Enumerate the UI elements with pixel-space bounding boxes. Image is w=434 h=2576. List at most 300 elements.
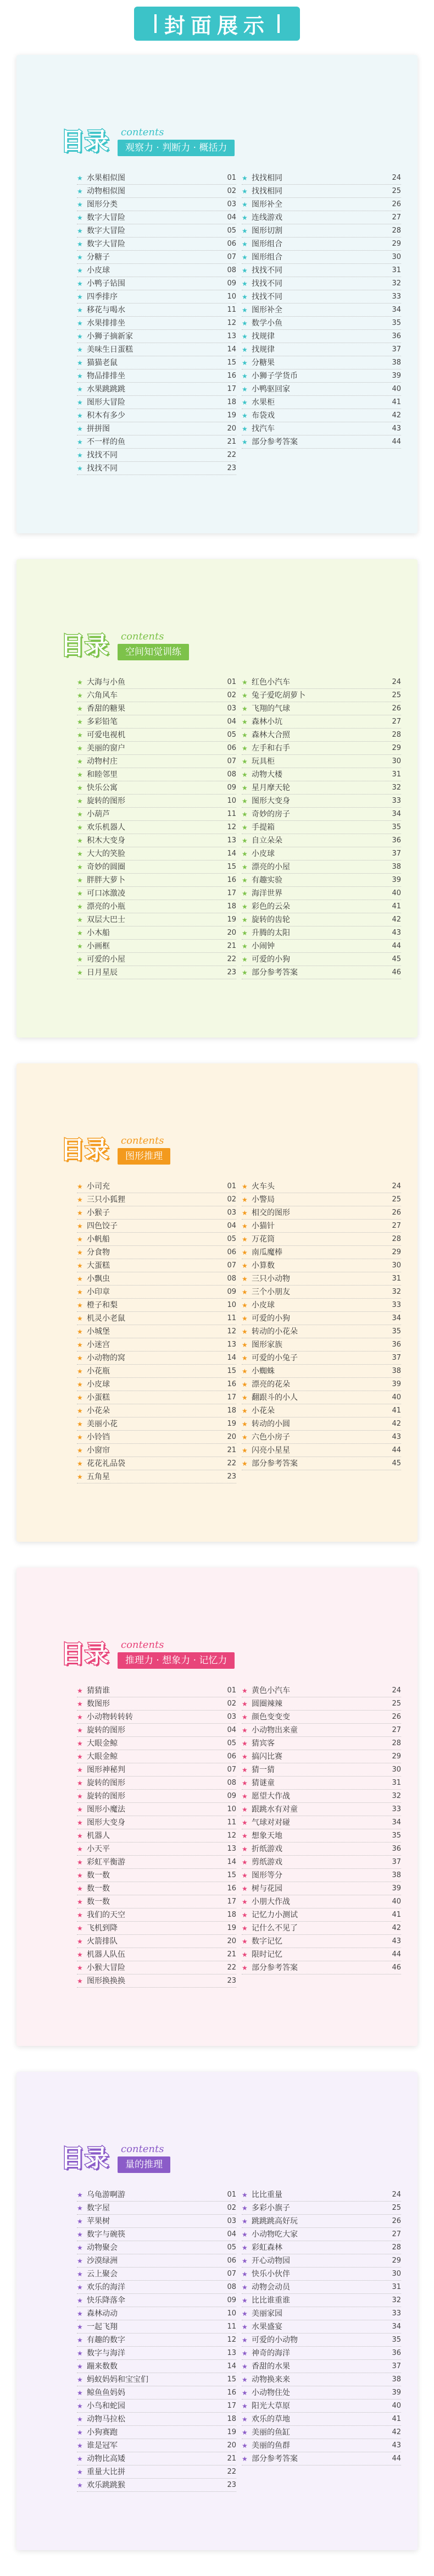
toc-entry [242,729,401,742]
toc-entry [242,834,401,847]
toc-entry [242,343,401,356]
star-icon: ★ [77,345,83,354]
toc-entry [77,1246,236,1259]
toc-entry-page: 43 [392,424,401,433]
toc-entry-page: 19 [227,2428,236,2436]
toc-entry-title: 三只小动物 [252,1274,290,1283]
toc-entry [77,1790,236,1803]
star-icon: ★ [242,1726,248,1734]
toc-entry-title: 物品排排坐 [87,371,125,380]
toc-entry-page: 33 [392,1805,401,1813]
toc-entry [77,1470,236,1483]
toc-column-right [242,1180,401,1470]
star-icon: ★ [242,2204,248,2212]
toc-entry-page: 26 [392,704,401,713]
toc-entry [77,2452,236,2465]
toc-entry-title: 漂亮的小屋 [252,862,290,871]
toc-entry [242,1391,401,1404]
toc-entry [77,1220,236,1233]
toc-entry [77,2268,236,2281]
toc-entry-title: 气球对对碰 [252,1818,290,1827]
toc-heading-title: 目录 [60,632,109,660]
toc-entry-page: 06 [227,2256,236,2265]
toc-entry-title: 小帆船 [87,1234,110,1244]
toc-entry [242,808,401,821]
toc-column-left [77,1684,236,1988]
star-icon: ★ [77,1937,83,1945]
toc-entry-page: 07 [227,757,236,765]
star-icon: ★ [242,1686,248,1695]
toc-entry [242,1843,401,1856]
star-icon: ★ [77,438,83,446]
star-icon: ★ [77,1314,83,1322]
toc-entry-page: 29 [392,1752,401,1761]
toc-entry [242,966,401,979]
star-icon: ★ [242,1792,248,1800]
toc-entry-page: 01 [227,1686,236,1695]
toc-subtitle: 推理力 · 想象力 · 记忆力 [118,1652,235,1669]
toc-entry-title: 兔子爱吃胡萝卜 [252,691,305,700]
toc-entry-title: 机器人队伍 [87,1950,125,1959]
toc-entry-title: 转动的小圆 [252,1419,290,1428]
toc-entry [77,821,236,834]
toc-entry-title: 苹果树 [87,2216,110,2226]
toc-entry-page: 06 [227,1248,236,1256]
toc-entry-title: 美丽家园 [252,2309,282,2318]
toc-entry [77,1684,236,1697]
toc-entry-title: 小铃铛 [87,1432,110,1442]
toc-subtitle: 图形推理 [118,1148,170,1165]
toc-entry-page: 28 [392,2243,401,2252]
toc-entry-title: 沙漠绿洲 [87,2256,118,2265]
star-icon: ★ [77,836,83,845]
toc-entry-title: 数字大冒险 [87,213,125,222]
toc-entry-title: 分糖子 [87,252,110,262]
star-icon: ★ [77,2389,83,2397]
star-icon: ★ [242,424,248,433]
toc-entry-page: 15 [227,1366,236,1375]
star-icon: ★ [77,1301,83,1309]
toc-entry-title: 香甜的糖果 [87,704,125,713]
toc-entry-page: 29 [392,239,401,248]
star-icon: ★ [77,1235,83,1243]
star-icon: ★ [242,1884,248,1893]
star-icon: ★ [77,889,83,897]
toc-entry [77,330,236,343]
toc-subtitle: 量的推理 [118,2156,170,2173]
toc-entry-title: 三只小狐狸 [87,1195,125,1204]
toc-entry [77,1417,236,1431]
toc-entry-title: 可爱的小兔子 [252,1353,298,1363]
toc-entry [77,1259,236,1272]
toc-entry-page: 06 [227,743,236,752]
toc-entry [242,1259,401,1272]
toc-entry-page: 25 [392,1195,401,1204]
star-icon: ★ [242,2454,248,2463]
toc-entry [242,2294,401,2307]
star-icon: ★ [242,1937,248,1945]
toc-entry-page: 18 [227,902,236,911]
star-icon: ★ [77,1779,83,1787]
toc-entry [77,422,236,435]
star-icon: ★ [77,187,83,195]
toc-entry [77,2228,236,2241]
toc-entry-title: 欢乐的海洋 [87,2282,125,2292]
star-icon: ★ [77,1341,83,1349]
toc-entry [77,251,236,264]
toc-entry-page: 35 [392,823,401,831]
toc-entry-title: 水果相似图 [87,173,125,183]
toc-entry-page: 30 [392,1261,401,1270]
toc-entry-page: 40 [392,2401,401,2410]
toc-entry-title: 彩虹平衡游 [87,1857,125,1867]
star-icon: ★ [242,2191,248,2199]
toc-entry-page: 44 [392,941,401,950]
star-icon: ★ [242,1182,248,1190]
toc-entry-page: 31 [392,1274,401,1283]
toc-entry-page: 25 [392,1699,401,1708]
toc-entry [242,1338,401,1352]
toc-entry-title: 分糖果 [252,358,275,367]
star-icon: ★ [242,279,248,288]
toc-entry-title: 找汽车 [252,424,275,433]
toc-entry-title: 美丽的窗户 [87,743,125,753]
toc-entry-title: 火车头 [252,1182,275,1191]
toc-entry-page: 28 [392,730,401,739]
toc-entry-page: 25 [392,186,401,195]
star-icon: ★ [77,1963,83,1972]
toc-entry [77,1856,236,1869]
toc-entry [242,290,401,304]
toc-entry-title: 动物村庄 [87,757,118,766]
toc-entry [242,755,401,768]
toc-entry-title: 旋转的齿轮 [252,915,290,924]
toc-entry-page: 07 [227,1261,236,1270]
toc-entry-page: 04 [227,213,236,222]
star-icon: ★ [77,2481,83,2489]
toc-entry [77,1444,236,1457]
star-icon: ★ [77,784,83,792]
toc-entry [242,1948,401,1961]
toc-entry-title: 图形分类 [87,200,118,209]
toc-entry [77,1711,236,1724]
toc-entry-title: 小司充 [87,1182,110,1191]
toc-entry-title: 飞机到降 [87,1923,118,1933]
toc-entry [242,1220,401,1233]
toc-entry [77,396,236,409]
star-icon: ★ [242,1950,248,1959]
toc-entry [77,900,236,913]
star-icon: ★ [242,1248,248,1256]
toc-entry-title: 小画框 [87,941,110,951]
toc-entry-page: 20 [227,928,236,937]
toc-entry-title: 图形大变身 [252,796,290,806]
toc-entry-page: 32 [392,783,401,792]
toc-entry [77,2479,236,2492]
toc-entry [242,1895,401,1908]
toc-entry [242,1790,401,1803]
toc-entry [242,742,401,755]
toc-entry [242,1457,401,1470]
toc-entry-page: 05 [227,1739,236,1747]
toc-entry-title: 数字大冒险 [87,239,125,249]
toc-entry-title: 手提箱 [252,823,275,832]
toc-entry-title: 找找不同 [252,279,282,288]
star-icon: ★ [242,2428,248,2436]
star-icon: ★ [77,2257,83,2265]
star-icon: ★ [77,1380,83,1388]
star-icon: ★ [77,1911,83,1919]
toc-entry-page: 21 [227,1446,236,1454]
toc-entry-title: 图形大变身 [87,1818,125,1827]
star-icon: ★ [77,1818,83,1827]
toc-entry-page: 13 [227,2348,236,2357]
toc-entry-title: 部分参考答案 [252,968,298,977]
toc-entry [242,1816,401,1829]
toc-entry-page: 10 [227,1300,236,1309]
toc-entry-page: 35 [392,1831,401,1840]
toc-entry [77,198,236,211]
toc-entry-page: 21 [227,2454,236,2463]
toc-entry-title: 有趣实验 [252,875,282,885]
toc-entry [77,449,236,462]
toc-entry [242,1193,401,1206]
toc-entry-title: 乌龟游啊游 [87,2190,125,2199]
star-icon: ★ [242,293,248,301]
toc-entry-page: 32 [392,1791,401,1800]
toc-entry [242,1180,401,1193]
star-icon: ★ [77,2204,83,2212]
star-icon: ★ [242,889,248,897]
toc-entry-page: 19 [227,411,236,420]
toc-entry [77,1948,236,1961]
toc-entry-title: 小动物住处 [252,2388,290,2397]
toc-entry-title: 美丽小花 [87,1419,118,1428]
toc-entry [77,2188,236,2202]
star-icon: ★ [242,850,248,858]
star-icon: ★ [77,279,83,288]
star-icon: ★ [77,2336,83,2344]
toc-entry-title: 小鸟和蛇园 [87,2401,125,2410]
toc-column-right [242,1684,401,1974]
star-icon: ★ [242,1459,248,1468]
toc-entry-title: 森林小坑 [252,717,282,726]
star-icon: ★ [77,929,83,937]
star-icon: ★ [77,2243,83,2252]
star-icon: ★ [77,1393,83,1402]
toc-entry [77,1803,236,1816]
toc-entry [77,1193,236,1206]
toc-entry [77,2254,236,2268]
toc-entry [242,1961,401,1974]
toc-entry-page: 41 [392,902,401,911]
toc-entry-page: 10 [227,796,236,805]
toc-entry-page: 20 [227,2441,236,2450]
toc-entry [77,462,236,475]
toc-entry-page: 38 [392,1871,401,1879]
toc-entry [242,1711,401,1724]
toc-entry [242,1246,401,1259]
star-icon: ★ [242,240,248,248]
toc-entry-page: 11 [227,1314,236,1322]
toc-subtitle: 空间知觉训练 [118,644,189,660]
toc-entry [242,715,401,729]
toc-entry-title: 小猫针 [252,1221,275,1231]
toc-entry-title: 四季排序 [87,292,118,301]
star-icon: ★ [77,332,83,340]
toc-entry-page: 18 [227,398,236,406]
toc-entry [77,1391,236,1404]
toc-entry [77,409,236,422]
toc-entry-page: 42 [392,915,401,924]
toc-entry-page: 34 [392,305,401,314]
star-icon: ★ [77,1182,83,1190]
toc-entry [77,926,236,940]
toc-entry-title: 旋转的图形 [87,1778,125,1788]
toc-entry-page: 10 [227,2309,236,2318]
toc-entry-page: 02 [227,1699,236,1708]
toc-column-left [77,172,236,475]
toc-entry-title: 可爱电视机 [87,730,125,740]
star-icon: ★ [77,691,83,699]
toc-entry [77,304,236,317]
toc-entry-title: 蚂蚁妈妈和宝宝们 [87,2375,148,2384]
toc-entry [77,847,236,860]
toc-entry-title: 水果盛宴 [252,2322,282,2331]
toc-entry-page: 17 [227,1897,236,1906]
toc-entry-title: 可爱的小动物 [252,2335,298,2345]
toc-entry-page: 44 [392,2454,401,2463]
toc-entry-page: 43 [392,1937,401,1945]
toc-entry-page: 22 [227,450,236,459]
toc-entry-title: 数字与海洋 [87,2348,125,2358]
star-icon: ★ [242,398,248,406]
toc-entry-page: 29 [392,1248,401,1256]
toc-entry [242,422,401,435]
toc-entry-title: 升腾的太阳 [252,928,290,937]
toc-entry [77,768,236,781]
star-icon: ★ [242,227,248,235]
star-icon: ★ [242,1222,248,1230]
star-icon: ★ [242,942,248,950]
toc-entry [77,343,236,356]
toc-entry-title: 彩色的云朵 [252,902,290,911]
toc-entry-page: 03 [227,2216,236,2225]
toc-entry [77,795,236,808]
toc-entry-title: 奇妙的房子 [252,809,290,819]
toc-entry [77,1352,236,1365]
toc-entry-page: 05 [227,1234,236,1243]
star-icon: ★ [77,915,83,924]
toc-column-left [77,2188,236,2492]
toc-entry-page: 13 [227,1340,236,1349]
star-icon: ★ [77,1700,83,1708]
star-icon: ★ [242,823,248,831]
toc-entry [77,1829,236,1843]
toc-entry-page: 08 [227,1274,236,1283]
toc-entry [77,874,236,887]
star-icon: ★ [77,1766,83,1774]
toc-entry-page: 13 [227,332,236,340]
toc-entry-title: 和睦邻里 [87,770,118,779]
toc-entry-page: 35 [392,1327,401,1336]
toc-entry-title: 小狮子学货币 [252,371,298,380]
toc-entry [242,330,401,343]
star-icon: ★ [242,1393,248,1402]
toc-entry-page: 24 [392,1182,401,1190]
toc-entry [77,1908,236,1922]
toc-entry-title: 搞闪比赛 [252,1752,282,1761]
toc-entry [242,369,401,383]
toc-heading-title: 目录 [60,1136,109,1164]
toc-entry-page: 33 [392,2309,401,2318]
toc-entry [77,1431,236,1444]
star-icon: ★ [77,2309,83,2318]
toc-entry [242,1312,401,1325]
star-icon: ★ [77,2375,83,2384]
toc-entry-page: 14 [227,1857,236,1866]
toc-entry-page: 27 [392,2230,401,2238]
star-icon: ★ [242,1818,248,1827]
toc-entry [77,1843,236,1856]
toc-entry-title: 星月摩天轮 [252,783,290,792]
star-icon: ★ [242,1406,248,1415]
toc-entry-title: 日月星辰 [87,968,118,977]
toc-entry-title: 左手和右手 [252,743,290,753]
toc-entry-title: 蹦来数数 [87,2362,118,2371]
toc-entry-page: 02 [227,1195,236,1204]
star-icon: ★ [242,1871,248,1879]
star-icon: ★ [242,1314,248,1322]
toc-entry-title: 连线游戏 [252,213,282,222]
toc-entry-page: 30 [392,252,401,261]
toc-entry-page: 13 [227,836,236,845]
toc-entry-title: 黄色小汽车 [252,1686,290,1695]
toc-entry-page: 12 [227,2335,236,2344]
contents-word: contents [121,126,164,138]
toc-entry [77,2413,236,2426]
toc-entry-title: 六色小房子 [252,1432,290,1442]
toc-entry [77,435,236,449]
toc-entry-page: 29 [392,743,401,752]
toc-entry-title: 找找不同 [87,464,118,473]
title-left-bar [154,14,157,33]
toc-entry-title: 部分参考答案 [252,437,298,446]
toc-entry-title: 花花礼品袋 [87,1459,125,1468]
toc-entry-page: 26 [392,200,401,208]
star-icon: ★ [77,1367,83,1375]
star-icon: ★ [242,770,248,779]
toc-entry-page: 40 [392,1393,401,1402]
toc-entry-page: 38 [392,862,401,871]
toc-card [16,1568,418,2046]
star-icon: ★ [77,1924,83,1932]
toc-entry-title: 小花瓶 [87,1366,110,1376]
toc-entry [77,1961,236,1974]
toc-entry-title: 香甜的水果 [252,2362,290,2371]
toc-entry-title: 相交的图形 [252,1208,290,1217]
star-icon: ★ [242,1195,248,1204]
toc-entry-title: 水果跳跳跳 [87,384,125,394]
star-icon: ★ [77,823,83,831]
toc-entry-page: 26 [392,2216,401,2225]
toc-entry-page: 08 [227,2282,236,2291]
toc-entry [242,1697,401,1711]
toc-entry-page: 27 [392,1221,401,1230]
star-icon: ★ [242,1766,248,1774]
toc-entry [242,304,401,317]
toc-entry-title: 海洋世界 [252,889,282,898]
